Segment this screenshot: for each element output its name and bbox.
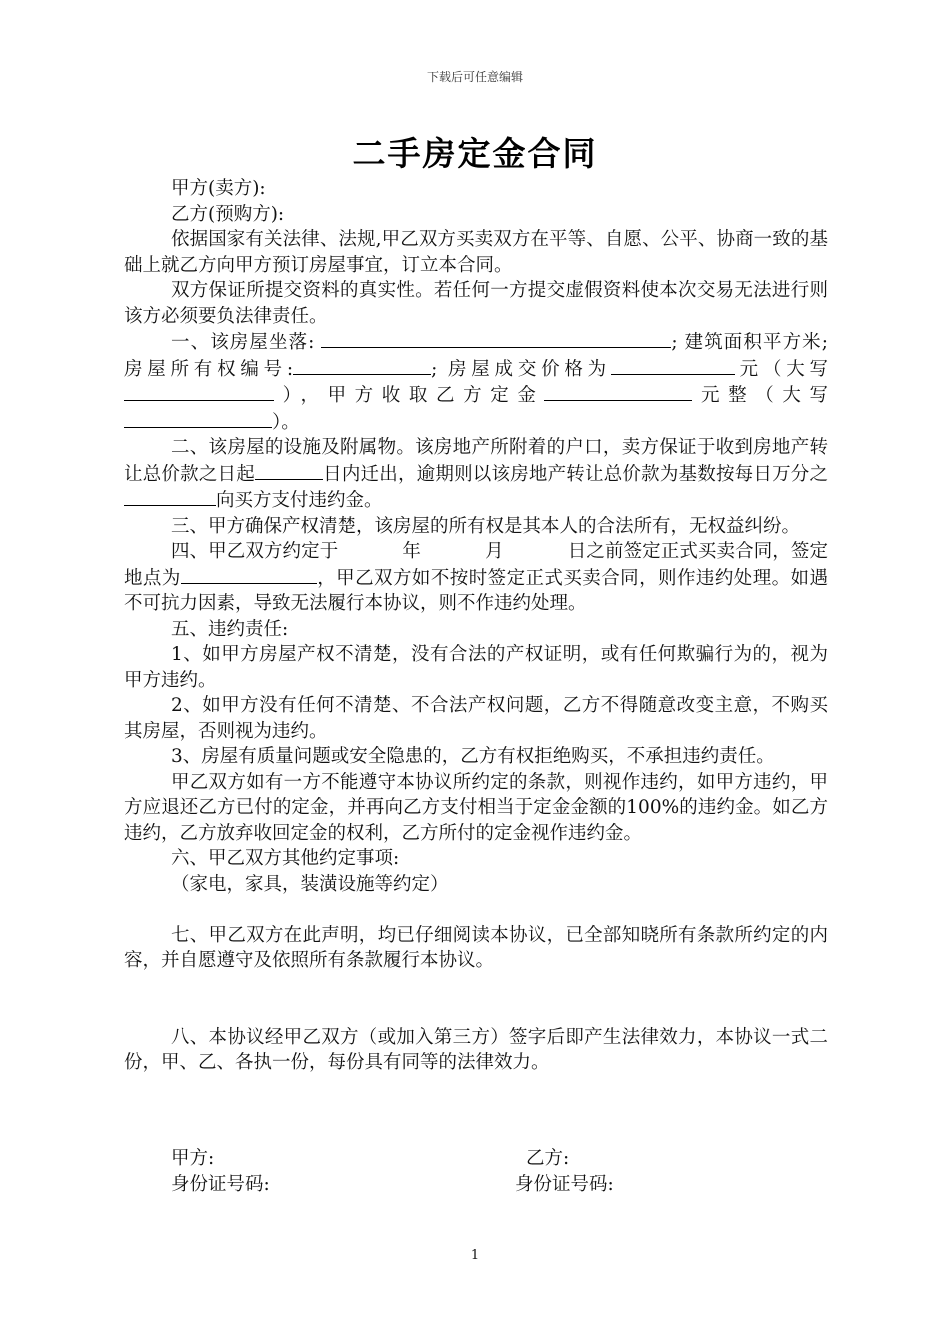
clause-5-title: 五、违约责任: bbox=[171, 618, 289, 640]
clause-5-item-1: 1、如甲方房屋产权不清楚，没有合法的产权证明，或有任何欺骗行为的，视为甲方违约。 bbox=[124, 644, 828, 691]
clause-5-penalty: 甲乙双方如有一方不能遵守本协议所约定的条款，则视作违约，如甲方违约，甲方应退还乙方已付的定金，并再向乙方支付相当于定金金额的100%的违约金。如乙方违约，乙方放弃收回定金的权利，乙方所付的定金视作违约金。 bbox=[124, 771, 828, 844]
move-out-days-blank[interactable] bbox=[255, 461, 323, 480]
party-a-id-label: 身份证号码: bbox=[171, 1174, 270, 1195]
signature-row-parties bbox=[171, 1146, 691, 1172]
contract-body bbox=[124, 176, 828, 1076]
clause-1 bbox=[124, 329, 828, 435]
clause-6-note: （家电，家具，装潢设施等约定） bbox=[171, 873, 449, 895]
party-a-line: 甲方(卖方): bbox=[171, 178, 266, 199]
party-b-id-label: 身份证号码: bbox=[515, 1174, 614, 1195]
clause-1-cert-label: 平方米; 房屋所有权编号: bbox=[124, 332, 829, 380]
clause-4-text-b: 日之前签定正式买卖合同，签定地点为 bbox=[124, 541, 828, 589]
clause-4-year: 年 bbox=[402, 541, 422, 562]
penalty-rate-blank[interactable] bbox=[124, 487, 216, 506]
price-capital-blank[interactable] bbox=[124, 382, 274, 401]
clause-2-text-a: 二、该房屋的设施及附属物。该房地产所附着的户口，卖方保证于收到房地产转让总价款之日起 bbox=[124, 437, 828, 485]
clause-4 bbox=[124, 539, 828, 617]
clause-8: 八、本协议经甲乙双方（或加入第三方）签字后即产生法律效力，本协议一式二份，甲、乙、各执一份，每份具有同等的法律效力。 bbox=[124, 1026, 828, 1073]
party-a-signature-label: 甲方: bbox=[171, 1148, 215, 1169]
header-note: 下载后可任意编辑 bbox=[426, 70, 523, 84]
clause-6-title: 六、甲乙双方其他约定事项: bbox=[171, 848, 400, 869]
cert-number-blank[interactable] bbox=[293, 356, 431, 375]
clause-1-location-label: 一、该房屋坐落: bbox=[171, 332, 315, 353]
clause-4-month: 月 bbox=[485, 541, 504, 562]
clause-4-text-c: ，甲乙双方如不按时签定正式买卖合同，则作违约处理。如遇不可抗力因素，导致无法履行本协议，则不作违约处理。 bbox=[124, 567, 828, 614]
clause-5-item-3: 3、房屋有质量问题或安全隐患的，乙方有权拒绝购买，不承担违约责任。 bbox=[171, 746, 775, 767]
page-number: 1 bbox=[470, 1248, 480, 1263]
party-b-signature-label: 乙方: bbox=[526, 1148, 570, 1169]
party-b-line: 乙方(预购方): bbox=[171, 203, 285, 225]
clause-4-text-a: 四、甲乙双方约定于 bbox=[171, 541, 339, 562]
clause-5-item-2: 2、如甲方没有任何不清楚、不合法产权问题，乙方不得随意改变主意，不购买其房屋，否则视为违约。 bbox=[124, 695, 828, 742]
clause-1-capital-label: 元（大写 bbox=[734, 358, 828, 380]
signing-place-blank[interactable] bbox=[181, 565, 317, 584]
clause-3: 三、甲方确保产权清楚，该房屋的所有权是其本人的合法所有，无权益纠纷。 bbox=[171, 515, 801, 537]
clause-7: 七、甲乙双方在此声明，均已仔细阅读本协议，已全部知晓所有条款所约定的内容，并自愿遵守及依照所有条款履行本协议。 bbox=[124, 924, 828, 971]
clause-1-area-label: ; 建筑面积 bbox=[671, 332, 763, 353]
clause-2-text-c: 向买方支付违约金。 bbox=[216, 490, 383, 511]
clause-2-text-b: 日内迁出，逾期则以该房地产转让总价款为基数按每日万分之 bbox=[322, 463, 828, 485]
signature-row-ids bbox=[171, 1172, 691, 1198]
clause-1-deposit-capital-label: 元整（大写 bbox=[692, 385, 828, 406]
clause-1-deposit-label: ），甲方收取乙方定金 bbox=[274, 385, 545, 406]
location-blank[interactable] bbox=[321, 329, 671, 348]
clause-1-price-label: ; 房屋成交价格为 bbox=[431, 358, 611, 380]
document-title: 二手房定金合同 bbox=[352, 134, 598, 173]
truthfulness-paragraph: 双方保证所提交资料的真实性。若任何一方提交虚假资料使本次交易无法进行则该方必须要负法律责任。 bbox=[124, 280, 828, 327]
price-blank[interactable] bbox=[611, 356, 735, 375]
deposit-blank[interactable] bbox=[544, 382, 692, 401]
clause-2 bbox=[124, 435, 828, 514]
deposit-capital-blank[interactable] bbox=[124, 409, 272, 428]
intro-paragraph: 依据国家有关法律、法规,甲乙双方买卖双方在平等、自愿、公平、协商一致的基础上就乙方向甲方预订房屋事宜，订立本合同。 bbox=[124, 229, 828, 276]
clause-1-end: ）。 bbox=[272, 411, 300, 433]
